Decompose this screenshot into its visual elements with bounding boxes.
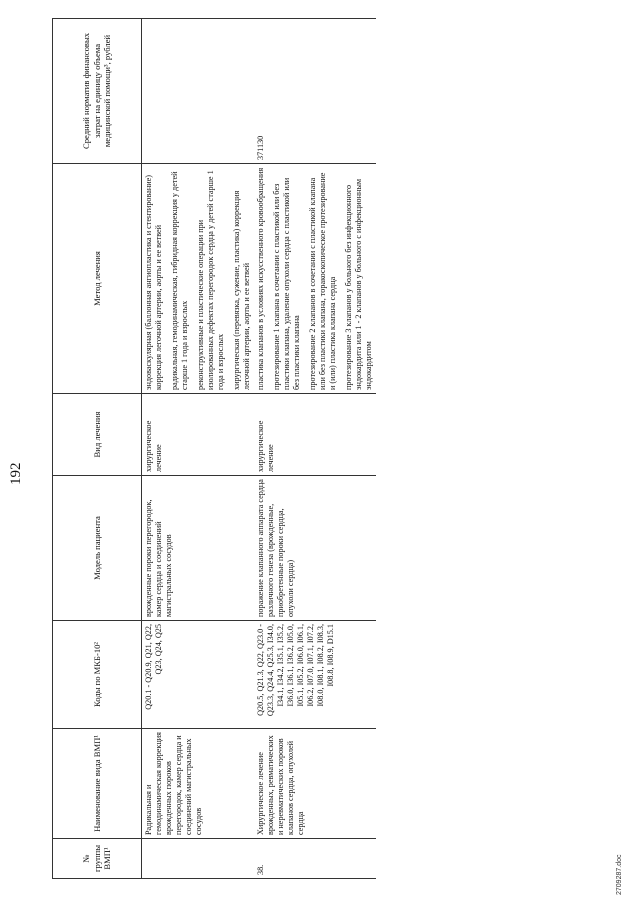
header-vmp-name: Наименование вида ВМП¹	[53, 729, 142, 839]
method-item: протезирование 1 клапана в сочетании с пластикой или без пластики клапана, удаление опухоли сердца с пластикой или без пластики клапана	[272, 177, 301, 390]
method-item: эндоваскулярная (баллонная ангиопластика и стентирование) коррекция легочной артерии, аорты и ее ветвей	[144, 174, 163, 390]
treatment-method-cell	[254, 164, 376, 394]
table-header-row	[53, 19, 142, 879]
method-item: радикальная, гемодинамическая, гибридная коррекция у детей старше 1 года и взрослых	[170, 171, 189, 390]
method-item: протезирование 2 клапанов в сочетании с пластикой клапана или без пластики клапана, торакоскопическое протезирование и (или) пластика клапана сердца	[308, 172, 337, 390]
method-item: протезирование 3 клапанов у больного без инфекционного эндокардита или 1 - 2 клапанов у больного с инфекционным эндокардитом	[344, 178, 373, 390]
header-average-cost: Средний норматив финансовых затрат на единицу объема медицинской помощи³, рублей	[53, 19, 142, 164]
treatment-type-cell: хирургическое лечение	[254, 394, 376, 476]
average-cost-cell: 371130	[254, 19, 376, 164]
patient-model-cell: врожденные пороки перегородок, камер сердца и соединений магистральных сосудов	[142, 476, 255, 621]
icd-codes-cell: Q20.5, Q21.3, Q22, Q23.0 - Q23.3, Q24.4, Q25.3, I34.0, I34.1, I34.2, I35.1, I35.2, I36.0, I36.1, I36.2, I05.0, I05.1, I05.2, I06.0, I06.1, I06.2, I07.0, I07.1, I07.2, I08.0, I08.1, I08.2, I08.3, I08.8, I08.9, D15.1	[254, 621, 376, 729]
method-item: пластика клапанов в условиях искусственного кровообращения	[256, 167, 265, 390]
icd-codes-cell: Q20.1 - Q20.9, Q21, Q22, Q23, Q24, Q25	[142, 621, 255, 729]
page-number: 192	[8, 462, 24, 485]
header-treatment-type: Вид лечения	[53, 394, 142, 476]
header-icd-codes: Коды по МКБ-10²	[53, 621, 142, 729]
header-treatment-method: Метод лечения	[53, 164, 142, 394]
vmp-table	[52, 18, 376, 879]
patient-model-cell: поражение клапанного аппарата сердца различного генеза (врожденные, приобретенные пороки сердца, опухоли сердца)	[254, 476, 376, 621]
method-item: реконструктивные и пластические операции при изолированных дефектах перегородок сердца у детей старше 1 года и взрослых	[196, 170, 225, 390]
table-row	[254, 19, 376, 879]
vmp-name-cell: Хирургическое лечение врожденных, ревматических и неревматических пороков клапанов сердца, опухолей сердца	[254, 729, 376, 839]
treatment-type-cell: хирургическое лечение	[142, 394, 255, 476]
group-number-cell: 38.	[254, 839, 376, 879]
header-group-number: № группы ВМП¹	[53, 839, 142, 879]
table-row	[142, 19, 255, 879]
document-footer: 2709287.doc	[616, 854, 623, 895]
average-cost-cell	[142, 19, 255, 164]
treatment-method-cell	[142, 164, 255, 394]
vmp-name-cell: Радикальная и гемодинамическая коррекция врожденных пороков перегородок, камер сердца и соединений магистральных сосудов	[142, 729, 255, 839]
group-number-cell	[142, 839, 255, 879]
method-item: хирургическая (перевязка, сужение, пластика) коррекция легочной артерии, аорты и ее ветвей	[232, 190, 251, 390]
header-patient-model: Модель пациента	[53, 476, 142, 621]
